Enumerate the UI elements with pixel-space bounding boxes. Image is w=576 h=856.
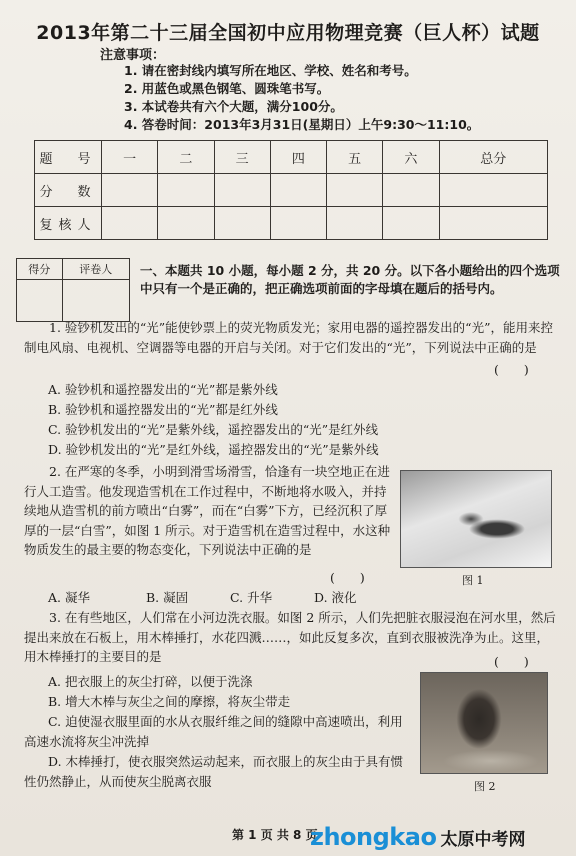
option: B. 凝固 xyxy=(146,590,189,605)
notice-item: 4. 答卷时间：2013年3月31日(星期日）上午9:30～11:10。 xyxy=(124,117,480,132)
notice-item: 1. 请在密封线内填写所在地区、学校、姓名和考号。 xyxy=(124,63,417,78)
snow-machine-photo xyxy=(400,470,552,568)
page-number: 第 1 页 共 8 页 xyxy=(232,828,318,842)
option: A. 验钞机和遥控器发出的“光”都是紫外线 xyxy=(48,382,278,397)
score-cell xyxy=(327,174,383,207)
figure-caption: 图 1 xyxy=(462,574,484,587)
grader-header: 得分 xyxy=(17,259,63,280)
notice-title: 注意事项： xyxy=(100,48,166,63)
score-table-row xyxy=(35,174,548,207)
grader-box xyxy=(16,258,130,322)
score-column-header: 一 xyxy=(102,141,158,174)
option: D. 液化 xyxy=(314,590,357,605)
option: D. 验钞机发出的“光”是红外线，遥控器发出的“光”是紫外线 xyxy=(48,442,379,457)
score-column-header: 五 xyxy=(327,141,383,174)
score-cell xyxy=(383,207,439,240)
answer-paren: ( ) xyxy=(330,570,365,585)
score-cell xyxy=(102,174,158,207)
answer-paren: ( ) xyxy=(494,362,529,377)
score-table-row xyxy=(35,141,548,174)
score-cell xyxy=(270,207,326,240)
answer-paren: ( ) xyxy=(494,654,529,669)
grader-cell xyxy=(17,280,63,322)
score-cell xyxy=(270,174,326,207)
option: B. 验钞机和遥控器发出的“光”都是红外线 xyxy=(48,402,278,417)
option: A. 把衣服上的灰尘打碎，以便于洗涤 xyxy=(48,674,253,689)
grader-cell xyxy=(62,280,129,322)
grader-blank-row xyxy=(17,280,130,322)
score-cell xyxy=(439,174,548,207)
score-table-row xyxy=(35,207,548,240)
option: C. 迫使湿衣服里面的水从衣服纤维之间的缝隙中高速喷出，利用高速水流将灰尘冲洗掉 xyxy=(24,714,403,749)
question-1-stem: 1. 验钞机发出的“光”能使钞票上的荧光物质发光；家用电器的遥控器发出的“光”，能用来控制电风扇、电视机、空调器等电器的开启与关闭。对于它们发出的“光”，下列说法中正确的是 xyxy=(24,320,553,355)
watermark-logo: zhongkao xyxy=(310,823,437,851)
section-heading: 一、本题共 10 小题，每小题 2 分，共 20 分。以下各小题给出的四个选项中只有一个是正确的，把正确选项前面的字母填在题后的括号内。 xyxy=(140,263,560,296)
question-2-stem: 2. 在严寒的冬季，小明到滑雪场滑雪，恰逢有一块空地正在进行人工造雪。他发现造雪机在工作过程中，不断地将水吸入，并持续地从造雪机的前方喷出“白雾”，而在“白雾”下方，已经沉积了厚厚的一层“白雪”，如图 1 所示。对于造雪机在造雪过程中，水这种物质发生的最主要的物态变化，下列说法中正确的是 xyxy=(24,464,391,557)
score-row-label: 复核人 xyxy=(35,207,102,240)
score-column-header: 总分 xyxy=(439,141,548,174)
option: D. 木棒捶打，使衣服突然运动起来，而衣服上的灰尘由于具有惯性仍然静止，从而使灰尘脱离衣服 xyxy=(24,754,404,789)
option: A. 凝华 xyxy=(48,590,90,605)
score-cell xyxy=(214,174,270,207)
notice-item: 2. 用蓝色或黑色钢笔、圆珠笔书写。 xyxy=(124,81,330,96)
washing-clothes-photo xyxy=(420,672,548,774)
score-row-label: 题 号 xyxy=(35,141,102,174)
score-table xyxy=(34,140,548,240)
notice-item: 3. 本试卷共有六个大题，满分100分。 xyxy=(124,99,343,114)
notice-list xyxy=(124,62,479,134)
score-cell xyxy=(158,207,214,240)
score-row-label: 分 数 xyxy=(35,174,102,207)
option: B. 增大木棒与灰尘之间的摩擦，将灰尘带走 xyxy=(48,694,291,709)
score-cell xyxy=(214,207,270,240)
score-column-header: 四 xyxy=(270,141,326,174)
figure-caption: 图 2 xyxy=(474,780,496,793)
grader-header-row xyxy=(17,259,130,280)
score-cell xyxy=(439,207,548,240)
grader-header: 评卷人 xyxy=(62,259,129,280)
score-column-header: 二 xyxy=(158,141,214,174)
score-cell xyxy=(158,174,214,207)
exam-title: 2013年第二十三届全国初中应用物理竞赛（巨人杯）试题 xyxy=(36,22,540,44)
option: C. 升华 xyxy=(230,590,273,605)
score-column-header: 三 xyxy=(214,141,270,174)
option: C. 验钞机发出的“光”是紫外线，遥控器发出的“光”是红外线 xyxy=(48,422,379,437)
watermark-site: 太原中考网 xyxy=(440,829,526,850)
question-3-stem: 3. 在有些地区，人们常在小河边洗衣服。如图 2 所示，人们先把脏衣服浸泡在河水里，然后提出来放在石板上，用木棒捶打，水花四溅……，如此反复多次，直到衣服被洗净为止。这里，用木棒捶打的主要目的是 xyxy=(24,610,556,664)
score-cell xyxy=(102,207,158,240)
score-cell xyxy=(327,207,383,240)
watermark xyxy=(310,818,576,856)
score-cell xyxy=(383,174,439,207)
score-column-header: 六 xyxy=(383,141,439,174)
